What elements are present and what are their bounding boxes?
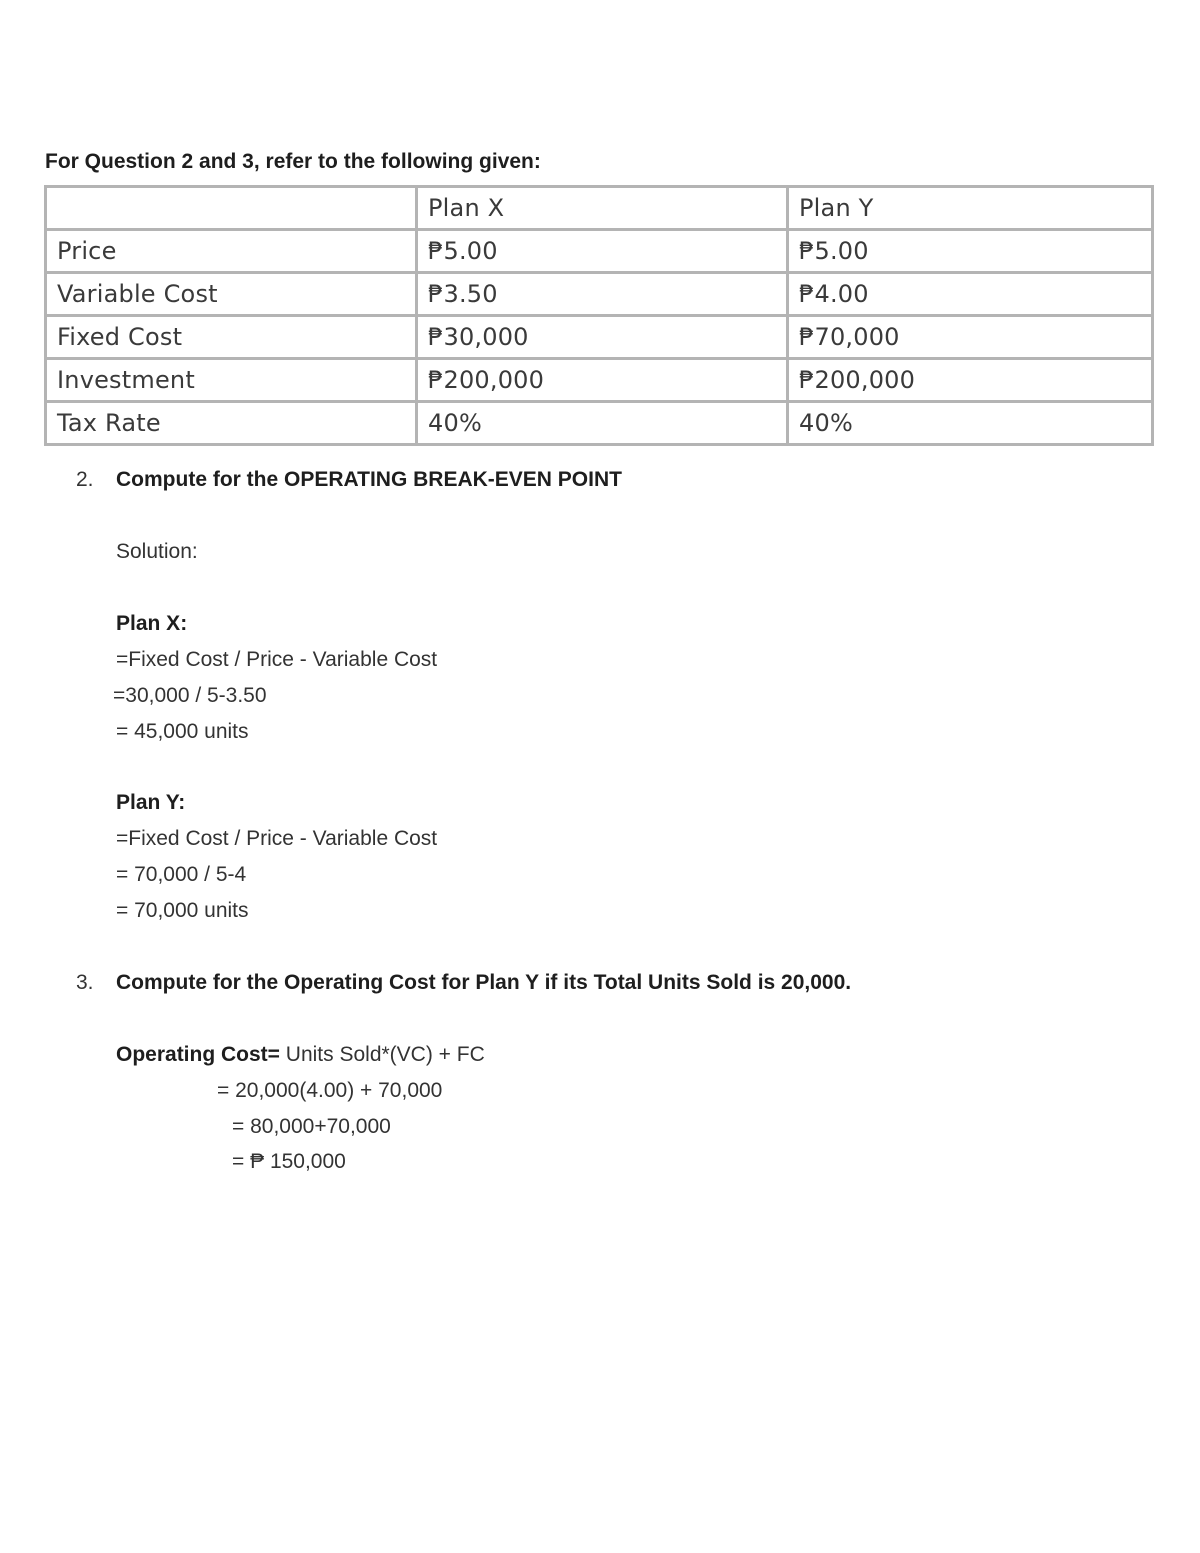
table-row [46,402,1153,445]
calc-line: = 80,000+70,000 [232,1115,391,1138]
plan-x-label: Plan X: [116,612,188,635]
table-cell: ₱200,000 [417,359,788,402]
plan-y-label: Plan Y: [116,791,186,814]
question-text: Compute for the OPERATING BREAK-EVEN POINT [116,468,622,491]
calc-line: = ₱ 150,000 [232,1150,346,1173]
table-cell: ₱5.00 [788,230,1153,273]
plan-x-line: =30,000 / 5-3.50 [113,684,267,707]
intro-text: For Question 2 and 3, refer to the following given: [45,150,541,173]
question-3 [76,971,851,995]
table-row [46,230,1153,273]
table-cell: Price [46,230,417,273]
table-cell: 40% [417,402,788,445]
table-cell: ₱3.50 [417,273,788,316]
solution-label: Solution: [116,540,198,563]
plan-x-line: =Fixed Cost / Price - Variable Cost [116,648,438,671]
plan-x-line: = 45,000 units [116,720,249,743]
plan-y-line: = 70,000 / 5-4 [116,863,247,886]
table-cell: ₱200,000 [788,359,1153,402]
table-cell: ₱5.00 [417,230,788,273]
question-number: 3. [76,971,94,994]
operating-cost-formula [116,1043,485,1067]
given-table [44,185,1154,446]
table-cell: ₱70,000 [788,316,1153,359]
question-number: 2. [76,468,94,491]
table-cell: ₱4.00 [788,273,1153,316]
table-cell: 40% [788,402,1153,445]
table-cell: ₱30,000 [417,316,788,359]
table-cell: Investment [46,359,417,402]
calc-line: = 20,000(4.00) + 70,000 [217,1079,443,1102]
table-cell: Fixed Cost [46,316,417,359]
table-row [46,316,1153,359]
table-cell: Plan X [417,187,788,230]
plan-y-line: = 70,000 units [116,899,249,922]
table-row [46,359,1153,402]
table-cell: Variable Cost [46,273,417,316]
table-cell [46,187,417,230]
table-row [46,273,1153,316]
table-cell: Tax Rate [46,402,417,445]
table-header-row [46,187,1153,230]
question-text: Compute for the Operating Cost for Plan Y if its Total Units Sold is 20,000. [116,971,852,994]
plan-y-line: =Fixed Cost / Price - Variable Cost [116,827,438,850]
formula-label: Operating Cost= [116,1043,280,1066]
table-cell: Plan Y [788,187,1153,230]
formula-rest: Units Sold*(VC) + FC [279,1043,485,1066]
question-2 [76,468,622,492]
